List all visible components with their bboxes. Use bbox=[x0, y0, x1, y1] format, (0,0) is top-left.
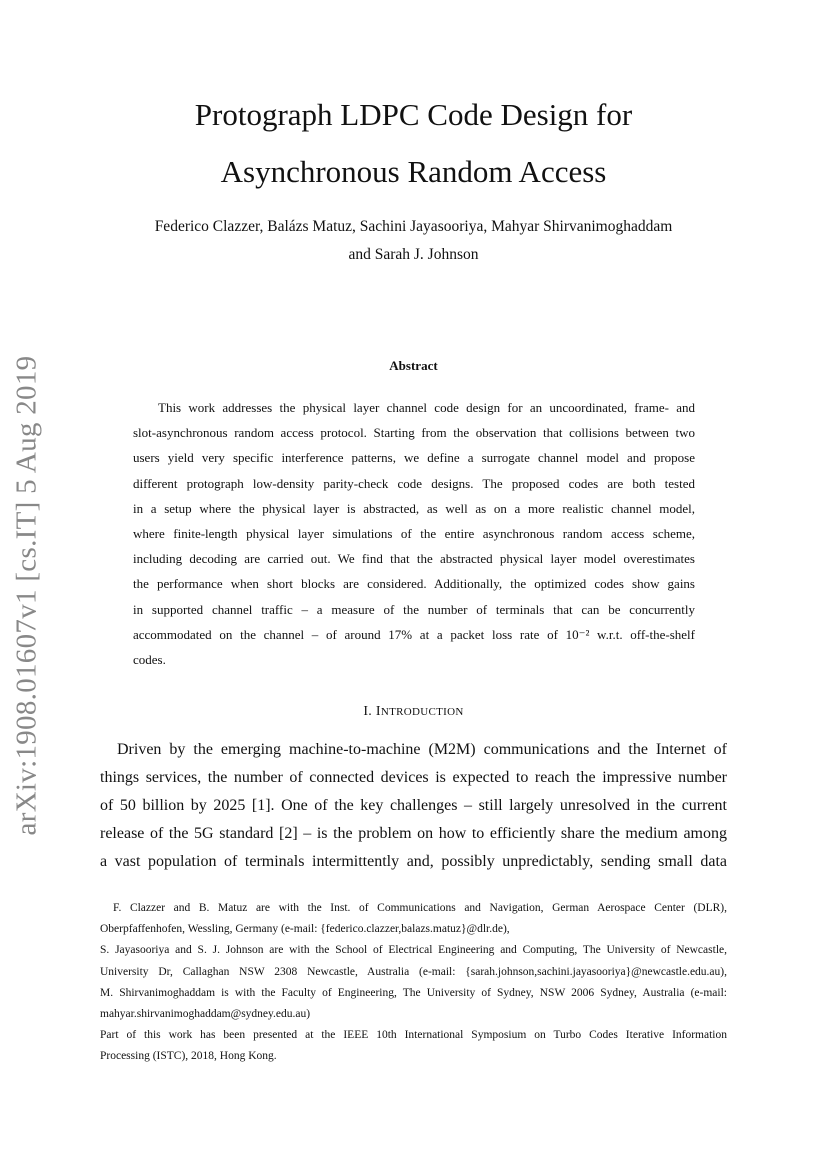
footnote-line: M. Shirvanimoghaddam is with the Faculty of Engineering, The University of Sydney, NSW 2006 Sydney, Australia (e-mail: bbox=[100, 986, 727, 999]
intro-line: release of the 5G standard [2] – is the problem on how to efficiently share the medium among bbox=[100, 825, 727, 842]
footnote-line: University Dr, Callaghan NSW 2308 Newcastle, Australia (e-mail: {sarah.johnson,sachini.jayasooriya}@newcastle.edu.au), bbox=[100, 965, 727, 978]
section-number: I. bbox=[363, 704, 373, 719]
footnote-line: mahyar.shirvanimoghaddam@sydney.edu.au) bbox=[100, 1008, 311, 1021]
abstract-line: accommodated on the channel – of around 17% at a packet loss rate of 10⁻² w.r.t. off-the-shelf bbox=[133, 626, 695, 642]
abstract-heading: Abstract bbox=[389, 358, 438, 373]
arxiv-identifier-text: arXiv:1908.01607v1 [cs.IT] 5 Aug 2019 bbox=[10, 355, 43, 835]
abstract-line: This work addresses the physical layer channel code design for an uncoordinated, frame- and bbox=[158, 400, 695, 415]
arxiv-identifier bbox=[2, 355, 52, 835]
footnote-line: Processing (ISTC), 2018, Hong Kong. bbox=[100, 1050, 277, 1063]
author-line: and Sarah J. Johnson bbox=[348, 246, 479, 263]
intro-line: a vast population of terminals intermittently and, possibly unpredictably, sending small data bbox=[100, 853, 727, 870]
intro-line: Driven by the emerging machine-to-machine (M2M) communications and the Internet of bbox=[117, 741, 727, 758]
introduction-text bbox=[100, 736, 727, 876]
author-list bbox=[100, 213, 727, 269]
title-line: Asynchronous Random Access bbox=[220, 154, 607, 189]
abstract-line: including decoding are carried out. We find that the abstracted physical layer model overestimates bbox=[133, 551, 695, 567]
section-title-rest: NTRODUCTION bbox=[380, 706, 464, 718]
section-heading-introduction bbox=[100, 704, 727, 720]
abstract-line: in supported channel traffic – a measure of the number of terminals that can be concurrently bbox=[133, 601, 695, 617]
footnote-line: S. Jayasooriya and S. J. Johnson are with the School of Electrical Engineering and Computing, The University of Newcastle, bbox=[100, 944, 727, 957]
footnote-line: F. Clazzer and B. Matuz are with the Inst. of Communications and Navigation, German Aerospace Center (DLR), bbox=[113, 902, 727, 914]
footnote-line: Oberpfaffenhofen, Wessling, Germany (e-mail: {federico.clazzer,balazs.matuz}@dlr.de), bbox=[100, 923, 510, 936]
abstract-line: where finite-length physical layer simulations of the entire asynchronous random access scheme, bbox=[133, 526, 695, 542]
paper-title bbox=[100, 86, 727, 200]
abstract-line: different protograph low-density parity-check code designs. The proposed codes are both tested bbox=[133, 475, 695, 491]
intro-line: of 50 billion by 2025 [1]. One of the key challenges – still largely unresolved in the current bbox=[100, 797, 727, 814]
intro-line: things services, the number of connected devices is expected to reach the impressive number bbox=[100, 769, 727, 786]
author-line: Federico Clazzer, Balázs Matuz, Sachini Jayasooriya, Mahyar Shirvanimoghaddam bbox=[154, 218, 673, 235]
footnote-line: Part of this work has been presented at the IEEE 10th International Symposium on Turbo Codes Iterative Information bbox=[100, 1029, 727, 1042]
section-title bbox=[376, 704, 464, 719]
abstract-line: codes. bbox=[133, 652, 166, 668]
abstract-line: the performance when short blocks are considered. Additionally, the optimized codes show gains bbox=[133, 576, 695, 592]
footnotes bbox=[100, 898, 727, 1068]
abstract-line: users yield very specific interference patterns, we define a surrogate channel model and propose bbox=[133, 450, 695, 466]
abstract-text bbox=[133, 395, 695, 672]
title-line: Protograph LDPC Code Design for bbox=[194, 97, 633, 132]
section-title-initial: I bbox=[375, 704, 381, 719]
abstract-line: slot-asynchronous random access protocol. Starting from the observation that collisions between two bbox=[133, 425, 695, 441]
abstract-line: in a setup where the physical layer is abstracted, as well as on a more realistic channel model, bbox=[133, 500, 695, 516]
